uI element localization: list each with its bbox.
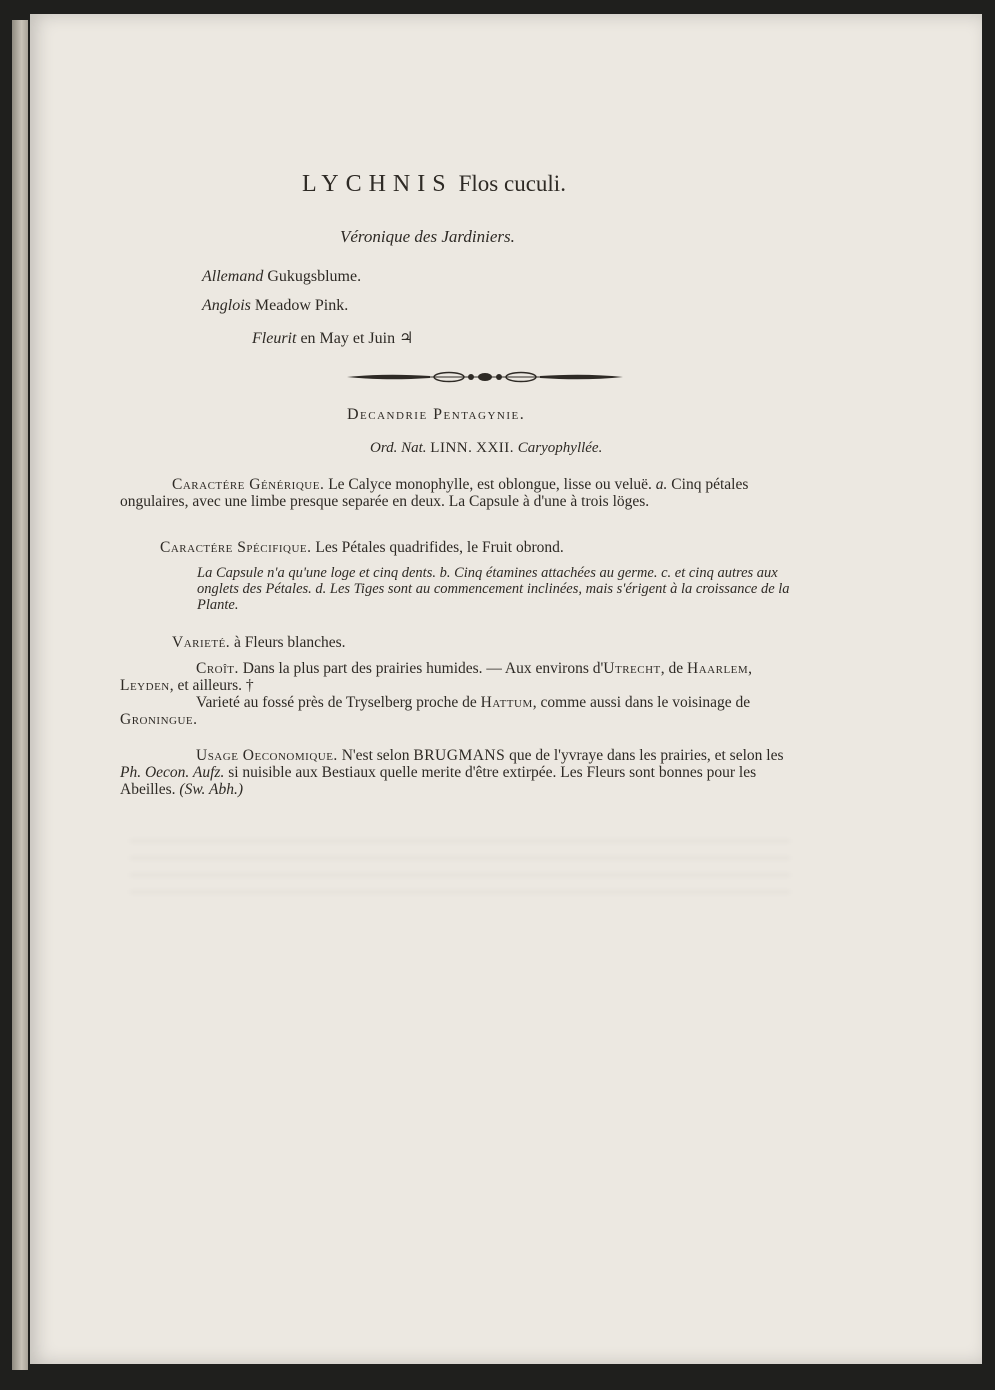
variety-paragraph: Varieté. à Fleurs blanches. [172, 634, 346, 651]
linnaean-class: Decandrie Pentagynie. [347, 406, 526, 423]
flowering-time: Fleurit en May et Juin ♃ [252, 330, 414, 347]
specific-character-paragraph: Caractére Spécifique. Les Pétales quadrifides, le Fruit obrond. [160, 539, 564, 556]
name-german: Allemand Gukugsblume. [202, 268, 362, 285]
habitat-paragraph: Croît. Dans la plus part des prairies humides. — Aux environs d'Utrecht, de Haarlem, Leyden, et ailleurs. † [120, 660, 753, 694]
economic-use-paragraph: Usage Oeconomique. N'est selon BRUGMANS que de l'yvraye dans les prairies, et selon les Ph. Oecon. Aufz. si nuisible aux Bestiaux quelle merite d'être extirpée. Les Fleurs sont bonnes pour les Abeilles. (Sw. Abh.) [120, 747, 784, 798]
book-page [30, 14, 982, 1364]
generic-character-paragraph: Caractére Générique. Le Calyce monophylle, est oblongue, lisse ou veluë. a. Cinq pétales ongulaires, avec une limbe presque separée en deux. La Capsule à d'une à trois löges. [120, 476, 749, 510]
page-title [302, 170, 566, 198]
ornament-divider [345, 368, 625, 386]
species-name: Flos cuculi. [458, 171, 566, 196]
book-spine [12, 20, 28, 1370]
common-name: Véronique des Jardiniers. [340, 227, 515, 246]
perennial-symbol: ♃ [399, 330, 414, 347]
habitat-variety-paragraph: Varieté au fossé près de Tryselberg proche de Hattum, comme aussi dans le voisinage de Groningue. [120, 694, 751, 728]
description-paragraph: La Capsule n'a qu'une loge et cinq dents. b. Cinq étamines attachées au germe. c. et cinq autres aux onglets des Pétales. d. Les Tiges sont au commencement inclinées, mais s'érigent à la croissance de la Plante. [197, 565, 790, 613]
name-english: Anglois Meadow Pink. [202, 297, 349, 314]
natural-order: Ord. Nat. LINN. XXII. Caryophyllée. [370, 440, 603, 456]
bleed-through-text [130, 839, 790, 899]
genus-name: LYCHNIS [302, 171, 453, 197]
